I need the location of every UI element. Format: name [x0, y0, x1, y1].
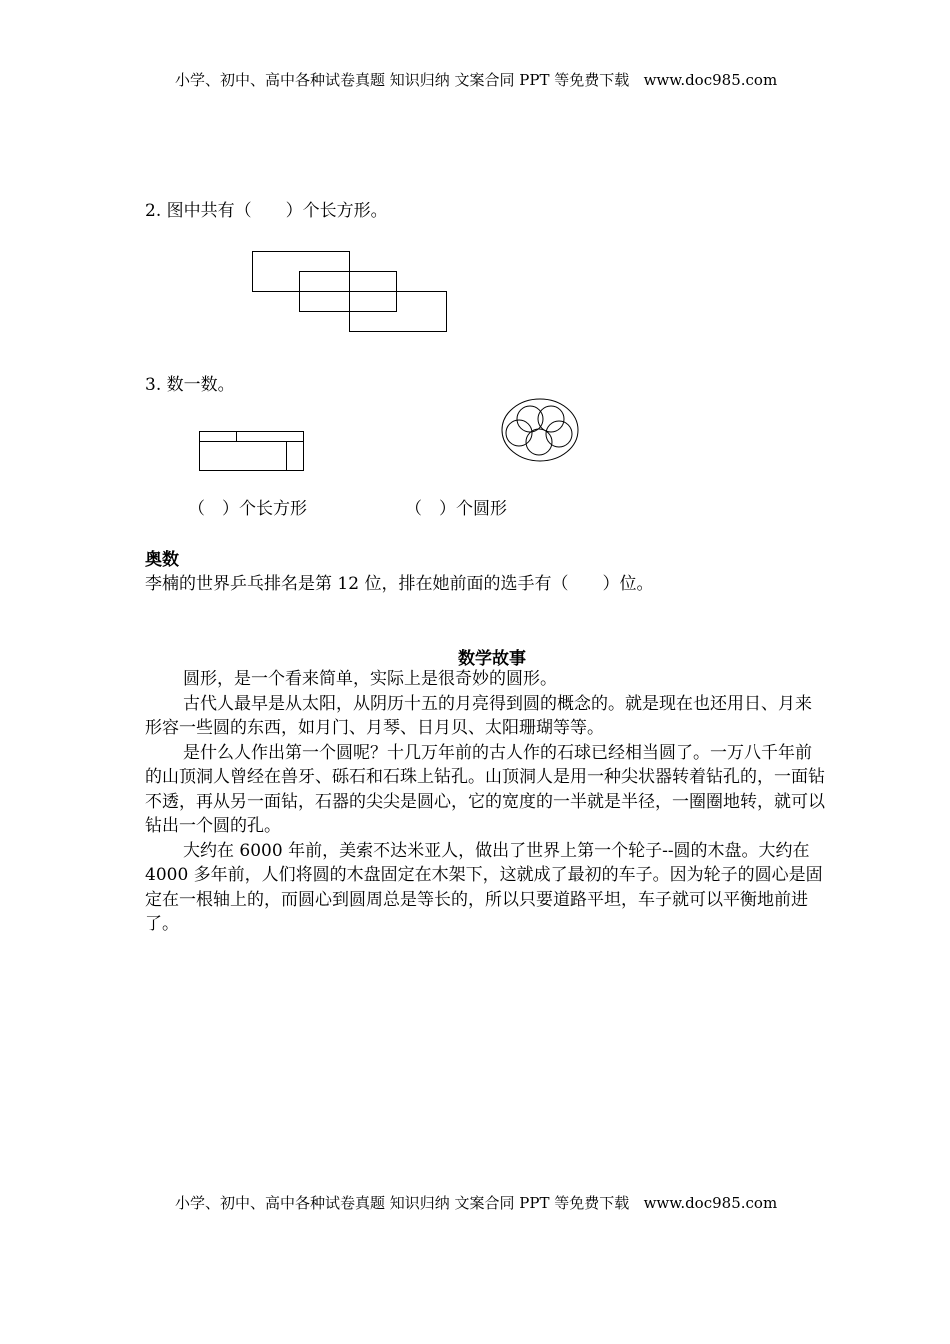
rectangle-count-answer: （ ）个长方形: [188, 499, 307, 519]
page-footer: [175, 1192, 777, 1213]
outer-ellipse: [502, 399, 578, 461]
question-2-text: 2. 图中共有（ ）个长方形。: [145, 201, 388, 221]
question-3-text: 3. 数一数。: [145, 375, 235, 395]
story-paragraph: 圆形，是一个看来简单，实际上是很奇妙的圆形。: [183, 669, 557, 689]
circle-right: [546, 421, 572, 447]
circles-figure: [500, 397, 582, 463]
overlapping-rectangles-figure: [250, 250, 450, 334]
story-body: [145, 667, 825, 937]
header-url: www.doc985.com: [643, 71, 778, 89]
circle-top-left: [517, 406, 543, 432]
circle-top-right: [538, 406, 564, 432]
olympiad-heading: 奥数: [145, 550, 179, 570]
circle-left: [506, 420, 532, 446]
story-title: 数学故事: [458, 649, 526, 669]
header-text: 小学、初中、高中各种试卷真题 知识归纳 文案合同 PPT 等免费下载: [175, 71, 630, 89]
story-paragraph: 是什么人作出第一个圆呢？十几万年前的古人作的石球已经相当圆了。一万八千年前的山顶洞人曾经在兽牙、砾石和石珠上钻孔。山顶洞人是用一种尖状器转着钻孔的，一面钻不透，再从另一面钻，石器的尖尖是圆心，它的宽度的一半就是半径，一圈圈地转，就可以钻出一个圆的孔。: [145, 742, 825, 836]
divided-rectangle-figure: [198, 430, 306, 472]
footer-url: www.doc985.com: [643, 1194, 778, 1212]
olympiad-question: 李楠的世界乒乓排名是第 12 位，排在她前面的选手有（ ）位。: [145, 574, 654, 594]
circle-bottom: [526, 429, 552, 455]
page-header: [175, 69, 777, 90]
story-paragraph: 大约在 6000 年前，美索不达米亚人，做出了世界上第一个轮子--圆的木盘。大约在 4000 多年前，人们将圆的木盘固定在木架下，这就成了最初的车子。因为轮子的圆心是固定在一根轴上的，而圆心到圆周总是等长的，所以只要道路平坦，车子就可以平衡地前进了。: [145, 840, 823, 934]
footer-text: 小学、初中、高中各种试卷真题 知识归纳 文案合同 PPT 等免费下载: [175, 1194, 630, 1212]
story-paragraph: 古代人最早是从太阳，从阴历十五的月亮得到圆的概念的。就是现在也还用日、月来形容一些圆的东西，如月门、月琴、日月贝、太阳珊瑚等等。: [145, 693, 812, 738]
circle-count-answer: （ ）个圆形: [405, 499, 507, 519]
outer-rectangle: [200, 432, 304, 471]
